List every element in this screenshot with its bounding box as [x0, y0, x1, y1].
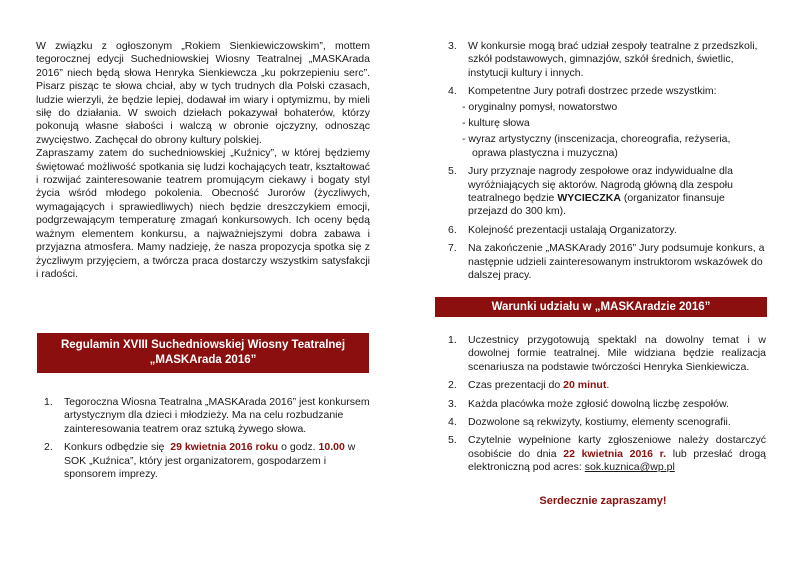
list-item [440, 379, 766, 392]
item-number: 1. [448, 334, 457, 346]
intro-text [36, 40, 370, 281]
list-item [440, 40, 766, 80]
item-text: Na zakończenie „MASKArady 2016” Jury podsumuje konkurs, a następnie udzieli zainteresowanym instruktorom wskazówek do dalszej pracy. [468, 242, 765, 282]
list-item [440, 334, 766, 374]
list-item [440, 224, 766, 237]
item-text-pre: Czytelnie wypełnione karty zgłoszeniowe należy dostarczyć osobiście do dnia [468, 434, 766, 460]
list-item [36, 396, 370, 436]
warunki-title: Warunki udziału w „MASKAradzie 2016” [491, 300, 711, 313]
item-text-mid: o godz. [281, 441, 316, 454]
regulamin-banner [37, 333, 369, 373]
list-item [440, 85, 766, 160]
item-text-post: (organizator finansuje przejazd do 300 km). [468, 192, 725, 218]
warunki-banner [435, 297, 767, 317]
time-limit: 20 minut [563, 379, 607, 392]
item-number: 4. [448, 85, 457, 98]
regulamin-title-line-2: „MASKArada 2016” [149, 354, 257, 366]
item-number: 5. [448, 434, 457, 447]
item-number: 5. [448, 165, 457, 178]
list-item [440, 398, 766, 411]
list-item [440, 416, 766, 429]
item-number: 1. [44, 396, 53, 408]
item-text-mid: lub przesłać drogą elektroniczną pod acres: [468, 447, 767, 474]
invitation-text: Serdecznie zapraszamy! [539, 495, 667, 507]
item-number: 3. [448, 40, 457, 52]
criterion: - oryginalny pomysł, nowatorstwo [462, 100, 618, 113]
item-number: 2. [44, 441, 53, 454]
item-text-post: . [606, 379, 610, 392]
list-item [440, 242, 766, 282]
contest-date: 29 kwietnia 2016 roku [170, 441, 279, 454]
regulamin-list [36, 396, 370, 486]
item-text-pre: Czas prezentacji do [468, 379, 561, 392]
list-item [36, 441, 370, 481]
email-link[interactable]: sok.kuznica@wp.pl [584, 461, 675, 474]
item-text: W konkursie mogą brać udział zespoły teatralne z przedszkoli, szkół podstawowych, gimnazjów, szkół średnich, świetlic, instytucji kultury i innych. [468, 40, 758, 79]
item-text: Każda placówka może zgłosić dowolną liczbę zespołów. [468, 397, 729, 410]
regulamin-list-continued [440, 40, 766, 288]
item-text: Kolejność prezentacji ustalają Organizatorzy. [468, 223, 677, 236]
item-text-pre: Konkurs odbędzie się [64, 441, 165, 454]
item-number: 3. [448, 397, 457, 410]
criterion-continued: oprawa plastyczna i muzyczna) [472, 146, 618, 159]
item-text: Dozwolone są rekwizyty, kostiumy, elementy scenografii. [468, 416, 731, 429]
item-text: Uczestnicy przygotowują spektakl na dowolny temat i w dowolnej formie teatralnej. Mile widziana będzie realizacja scenariusza na podstawie twórczości Henryka Sienkiewicza. [468, 334, 766, 373]
regulamin-title-line-1: Regulamin XVIII Suchedniowskiej Wiosny Teatralnej [60, 339, 346, 351]
deadline-date: 22 kwietnia 2016 r. [563, 447, 667, 460]
contest-time: 10.00 [318, 441, 345, 454]
item-number: 2. [448, 379, 457, 392]
item-text: Kompetentne Jury potrafi dostrzec przede wszystkim: [468, 85, 717, 98]
item-number: 4. [448, 416, 457, 429]
item-number: 6. [448, 223, 457, 236]
jury-criteria-list [462, 101, 766, 161]
item-text-post: w SOK „Kuźnica”, który jest organizatorem, gospodarzem i sponsorem imprezy. [64, 441, 356, 481]
item-text-pre: Jury przyznaje nagrody zespołowe oraz indywidualne dla wyróżniających się aktorów. Nagrodą główną dla zespołu teatralnego będzie [468, 165, 733, 205]
warunki-list [440, 334, 766, 480]
list-item [440, 165, 766, 219]
prize-highlight: WYCIECZKA [557, 192, 621, 205]
item-number: 7. [448, 242, 457, 255]
list-item [440, 434, 766, 474]
item-text: Tegoroczna Wiosna Teatralna „MASKArada 2016” jest konkursem artystycznym dla dzieci i młodzieży. Ma na celu rozbudzanie zainteresowania teatrem oraz sztuką żywego słowa. [64, 396, 370, 435]
intro-paragraph-2: Zapraszamy zatem do suchedniowskiej „Kuźnicy”, w której będziemy świętować możliwość spotkania się ludzi kochających teatr, kształtować i rozwijać zainteresowanie teatrem promującym ciekawy i bogaty styl życia wśród młodego pokolenia. Obecność Jurorów (życzliwych, wymagających i sprawiedliwych) niech będzie dreszczykiem emocji, podgrzewającym temperaturę zmagań konkursowych. Ich oceny będą ważnym elementem konkursu, a najważniejszymi dobra zabawa i przyjazna atmosfera. Mamy nadzieję, że nasza propozycja spotka się z życzliwym przyjęciem, a twórcza praca dostarczy wszystkim satysfakcji i radości. [36, 147, 370, 280]
criterion: - kulturę słowa [462, 117, 530, 130]
criterion: - wyraz artystyczny (inscenizacja, choreografia, reżyseria, [462, 133, 731, 146]
intro-paragraph-1: W związku z ogłoszonym „Rokiem Sienkiewiczowskim”, mottem tegorocznej edycji Suchedniowskiej Wiosny Teatralnej „MASKArada 2016” niech będą słowa Henryka Sienkiewcza „ku pokrzepieniu serc”. Pisarz pisząc te słowa chciał, aby w tych trudnych dla Polski czasach, ludzie wierzyli, że będzie lepiej, dodawał im wiary i optymizmu, by mieli siłę do działania. W swoich dziełach pokazywał bohaterów, którzy pokonują własne słabości i walczą w obronie ojczyzny, odnosząc zwycięstwo. Zachęcał do obrony kultury polskiej. [36, 40, 370, 146]
